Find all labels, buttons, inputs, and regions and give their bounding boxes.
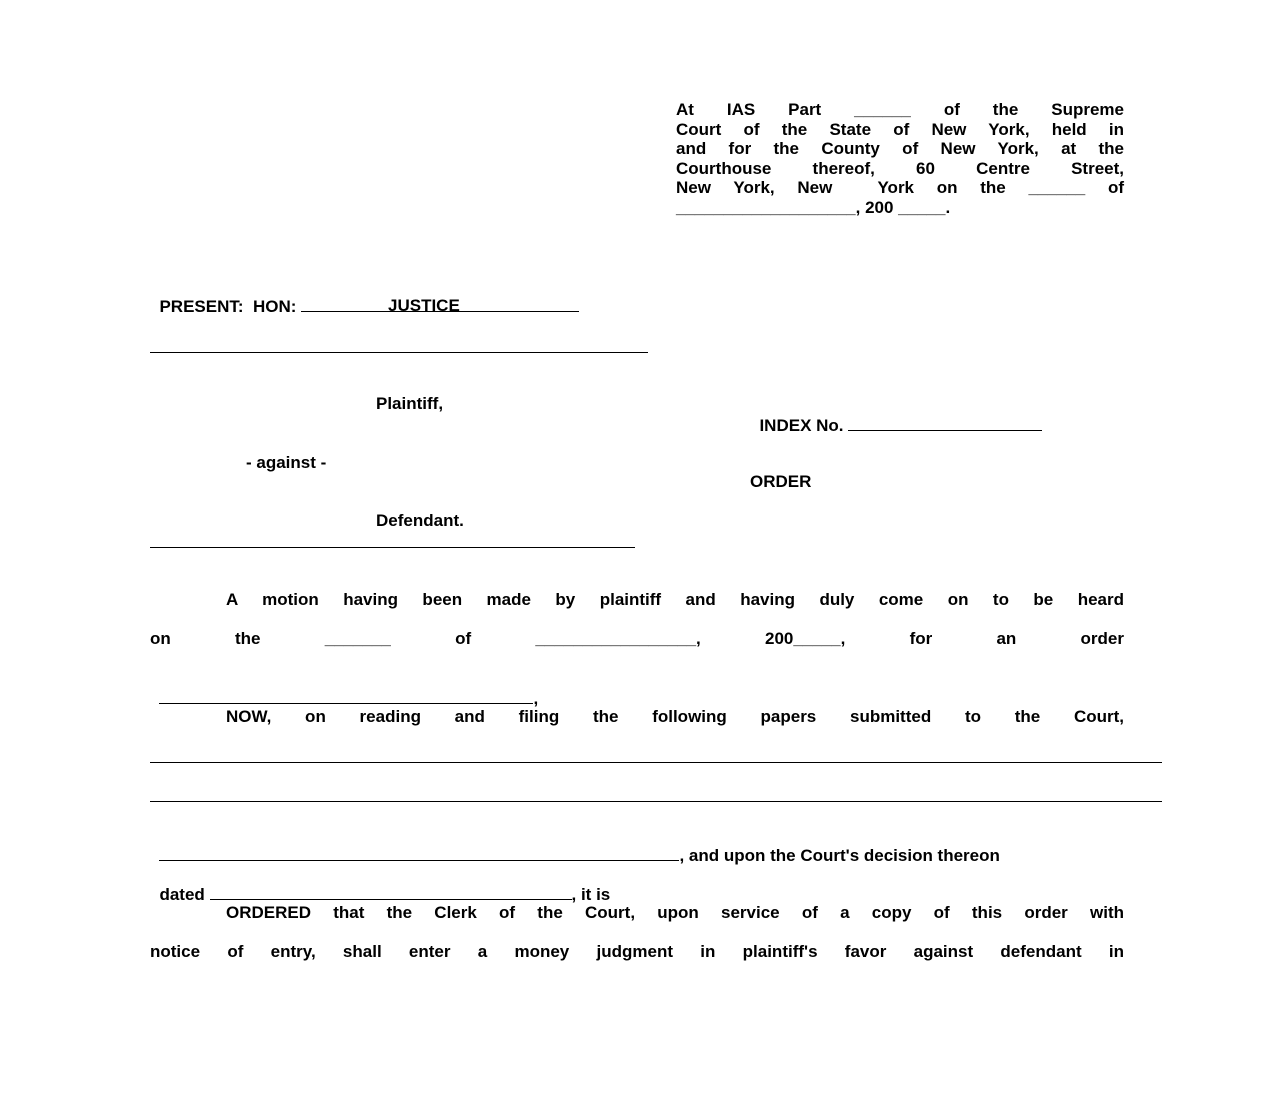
index-number-field[interactable] [848,415,1042,431]
papers-field-line-3[interactable] [159,845,679,861]
index-line [750,395,1042,436]
word: of [455,629,472,648]
ordered-paragraph-line-2: notice of entry, shall enter a money judgment in plaintiff's favor against defendant in [150,942,1124,961]
word: for [909,629,933,648]
word: on [150,629,171,648]
it-is-text: , it is [571,885,611,904]
caption-top-rule [150,352,648,353]
header-line-3: and for the County of New York, at the [676,139,1124,158]
caption-bottom-rule [150,547,635,548]
document-type: ORDER [750,472,812,491]
decision-text: , and upon the Court's decision thereon [679,846,1000,865]
index-label: INDEX No. [759,416,849,435]
word: an [996,629,1017,648]
present-label: PRESENT: HON: [159,297,302,316]
header-line-4: Courthouse thereof, 60 Centre Street, [676,158,1124,178]
against-label: - against - [246,453,327,472]
motion-paragraph-line-2 [150,629,1124,649]
word: order [1080,629,1124,648]
present-line [150,276,579,317]
header-line-2: Court of the State of New York, held in [676,119,1124,139]
papers-paragraph-line-1: NOW, on reading and filing the following papers submitted to the Court, [226,707,1124,726]
header-line-5: New York, New York on the ______ of [676,178,1124,197]
ordered-paragraph-line-1: ORDERED that the Clerk of the Court, upon service of a copy of this order with [226,903,1124,922]
header-line-1: At IAS Part ______ of the Supreme [676,100,1124,119]
papers-field-line-1[interactable] [150,762,1162,763]
motion-year-field[interactable]: 200_____, [764,629,846,648]
motion-day-field[interactable]: _______ [324,629,391,648]
papers-paragraph-line-4 [150,825,1000,866]
defendant-label: Defendant. [376,511,464,530]
motion-month-field[interactable]: _________________, [535,629,701,648]
header-line-6: ___________________, 200 _____. [676,197,951,217]
papers-field-line-2[interactable] [150,801,1162,802]
court-header [676,100,1124,217]
dated-label: dated [159,885,210,904]
order-purpose-field[interactable] [159,688,533,704]
plaintiff-label: Plaintiff, [376,394,444,413]
motion-paragraph-line-3 [150,668,538,709]
word: the [234,629,261,648]
papers-paragraph-line-5 [150,864,610,905]
comma: , [533,689,539,708]
decision-date-field[interactable] [210,884,572,900]
motion-paragraph-line-1: A motion having been made by plaintiff and having duly come on to be heard [226,590,1124,609]
justice-label: JUSTICE [388,296,460,315]
